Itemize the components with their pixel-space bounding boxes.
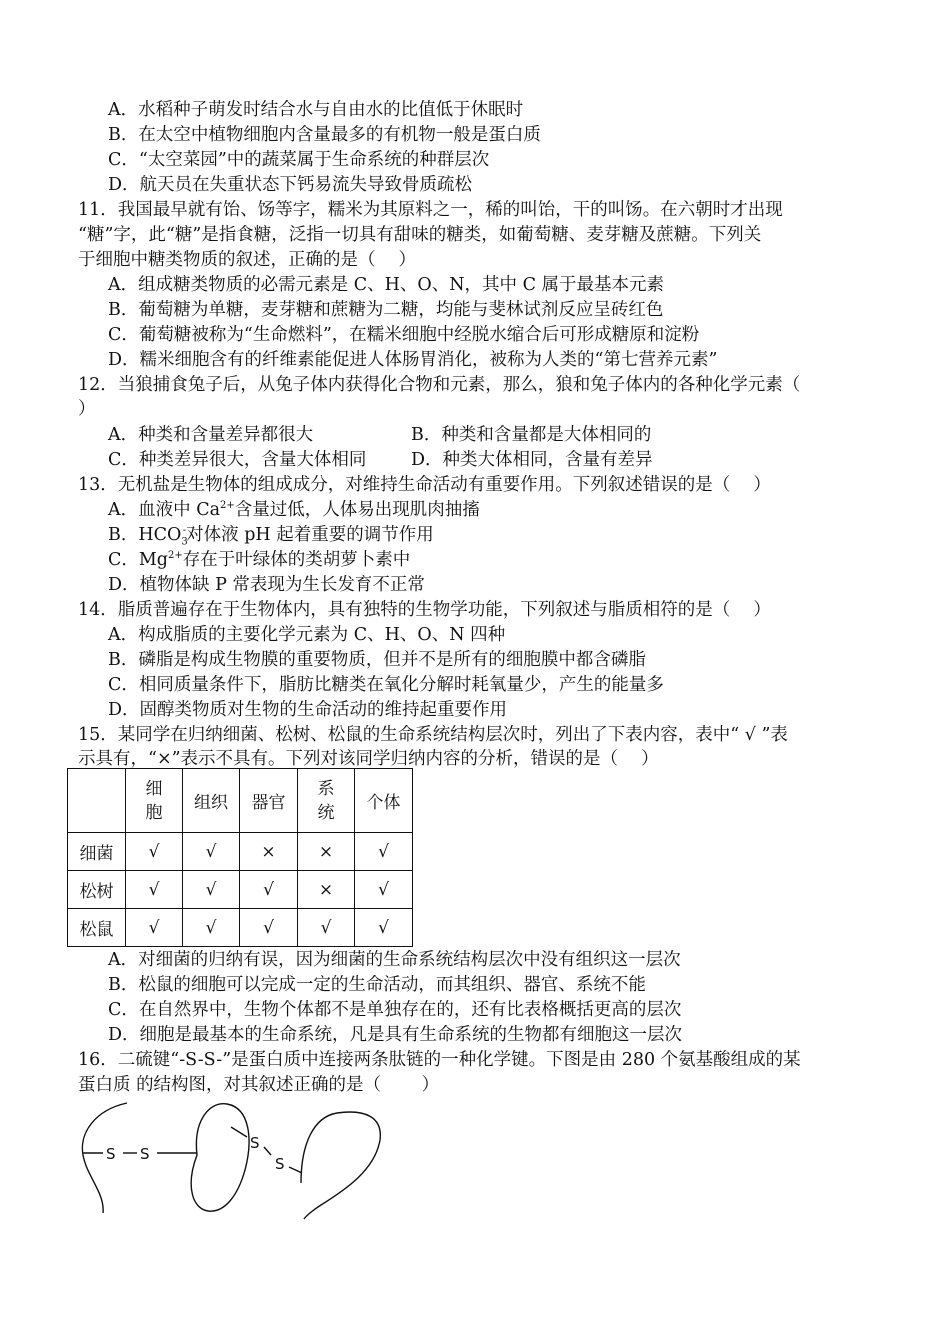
q10-option-d: D．航天员在失重状态下钙易流失导致骨质疏松 xyxy=(108,175,473,195)
table-cell: 松树 xyxy=(68,871,126,909)
sulfur-label: S xyxy=(250,1134,260,1152)
q14-option-b: B．磷脂是构成生物膜的重要物质，但并不是所有的细胞膜中都含磷脂 xyxy=(108,650,646,670)
q11-option-c: C．葡萄糖被称为“生命燃料”，在糯米细胞中经脱水缩合后可形成糖原和淀粉 xyxy=(108,325,700,345)
table-header-cell: 个体 xyxy=(355,769,413,833)
q13-stem: 13．无机盐是生物体的组成成分，对维持生命活动有重要作用。下列叙述错误的是（ ） xyxy=(78,475,771,495)
q10-option-c: C．“太空菜园”中的蔬菜属于生命系统的种群层次 xyxy=(108,150,490,170)
q11-option-a: A．组成糖类物质的必需元素是 C、H、O、N，其中 C 属于最基本元素 xyxy=(108,275,665,295)
q15-option-c: C．在自然界中，生物个体都不是单独存在的，还有比表格概括更高的层次 xyxy=(108,1000,682,1020)
table-cell: √ xyxy=(298,909,355,947)
q14-option-d: D．固醇类物质对生物的生命活动的维持起重要作用 xyxy=(108,700,508,720)
protein-structure-diagram xyxy=(75,1095,395,1220)
q14-option-a: A．构成脂质的主要化学元素为 C、H、O、N 四种 xyxy=(108,625,506,645)
q12-option-b: B．种类和含量都是大体相同的 xyxy=(411,425,652,445)
table-cell: 松鼠 xyxy=(68,909,126,947)
table-cell: √ xyxy=(183,833,240,871)
peptide-chain-1 xyxy=(82,1103,127,1213)
q10-option-a: A．水稻种子萌发时结合水与自由水的比值低于休眠时 xyxy=(108,100,524,120)
bond-line-6 xyxy=(289,1167,302,1173)
q12-stem-2: ） xyxy=(78,399,96,419)
table-header-cell xyxy=(68,769,126,833)
table-cell: √ xyxy=(183,909,240,947)
table-header-cell: 组织 xyxy=(183,769,240,833)
q10-option-b: B．在太空中植物细胞内含量最多的有机物一般是蛋白质 xyxy=(108,125,541,145)
sulfur-label: S xyxy=(275,1155,285,1173)
table-cell: × xyxy=(240,833,298,871)
q16-stem-2: 蛋白质 的结构图，对其叙述正确的是（ ） xyxy=(78,1075,440,1095)
q11-option-b: B．葡萄糖为单糖，麦芽糖和蔗糖为二糖，均能与斐林试剂反应呈砖红色 xyxy=(108,300,664,320)
q15-stem-1: 15．某同学在归纳细菌、松树、松鼠的生命系统结构层次时，列出了下表内容，表中“ √ ”表 xyxy=(78,725,788,745)
table-cell: √ xyxy=(126,833,183,871)
table-row xyxy=(68,909,413,947)
table-row xyxy=(68,833,413,871)
table-header-cell: 系 统 xyxy=(298,769,355,833)
bond-line-4 xyxy=(231,1127,247,1137)
table-cell: √ xyxy=(126,909,183,947)
life-system-table xyxy=(67,768,413,947)
q12-option-c: C．种类差异很大，含量大体相同 xyxy=(108,450,367,470)
peptide-chain-2 xyxy=(191,1104,249,1211)
q14-stem: 14．脂质普遍存在于生物体内，具有独特的生物学功能，下列叙述与脂质相符的是（ ） xyxy=(78,600,771,620)
q12-stem-1: 12．当狼捕食兔子后，从兔子体内获得化合物和元素，那么，狼和兔子体内的各种化学元素（ xyxy=(78,375,801,395)
table-cell: × xyxy=(298,833,355,871)
q13-option-d: D．植物体缺 P 常表现为生长发育不正常 xyxy=(108,575,425,595)
q16-stem-1: 16．二硫键“-S-S-”是蛋白质中连接两条肽链的一种化学键。下图是由 280 个氨基酸组成的某 xyxy=(78,1050,801,1070)
table-header-cell: 细 胞 xyxy=(126,769,183,833)
peptide-chain-3 xyxy=(301,1112,380,1219)
table-cell: √ xyxy=(126,871,183,909)
q15-option-d: D．细胞是最基本的生命系统，凡是具有生命系统的生物都有细胞这一层次 xyxy=(108,1025,683,1045)
q13-option-c: C．$Mg^{2+}$存在于叶绿体的类胡萝卜素中 xyxy=(108,550,411,570)
q15-stem-2: 示具有，“×”表示不具有。下列对该同学归纳内容的分析，错误的是（ ） xyxy=(78,749,659,769)
q11-stem-2: “糖”字，此“糖”是指食糖，泛指一切具有甜味的糖类，如葡萄糖、麦芽糖及蔗糖。下列关 xyxy=(78,225,762,245)
q12-option-d: D．种类大体相同，含量有差异 xyxy=(411,450,653,470)
q11-option-d: D．糯米细胞含有的纤维素能促进人体肠胃消化，被称为人类的“第七营养元素” xyxy=(108,350,718,370)
bond-line-5 xyxy=(264,1147,271,1155)
table-header-row xyxy=(68,769,413,833)
q14-option-c: C．相同质量条件下，脂肪比糖类在氧化分解时耗氧量少，产生的能量多 xyxy=(108,675,664,695)
q13-option-a: A．血液中 $Ca^{2+}$含量过低，人体易出现肌肉抽搐 xyxy=(108,500,480,520)
q11-stem-3: 于细胞中糖类物质的叙述，正确的是（ ） xyxy=(78,250,417,270)
q13-option-b: B．$HCO_3^-$对体液 pH 起着重要的调节作用 xyxy=(108,525,434,548)
table-cell: √ xyxy=(240,909,298,947)
table-cell: × xyxy=(298,871,355,909)
q12-option-a: A．种类和含量差异都很大 xyxy=(108,425,314,445)
table-cell: √ xyxy=(355,909,413,947)
sulfur-label: S xyxy=(140,1145,150,1163)
q15-option-a: A．对细菌的归纳有误，因为细菌的生命系统结构层次中没有组织这一层次 xyxy=(108,950,681,970)
table-header-cell: 器官 xyxy=(240,769,298,833)
sulfur-label: S xyxy=(106,1145,116,1163)
table-cell: 细菌 xyxy=(68,833,126,871)
q15-option-b: B．松鼠的细胞可以完成一定的生命活动，而其组织、器官、系统不能 xyxy=(108,975,646,995)
table-cell: √ xyxy=(355,833,413,871)
table-cell: √ xyxy=(240,871,298,909)
table-cell: √ xyxy=(355,871,413,909)
q11-stem-1: 11．我国最早就有饴、饧等字，糯米为其原料之一，稀的叫饴，干的叫饧。在六朝时才出现 xyxy=(78,200,783,220)
table-cell: √ xyxy=(183,871,240,909)
table-row xyxy=(68,871,413,909)
